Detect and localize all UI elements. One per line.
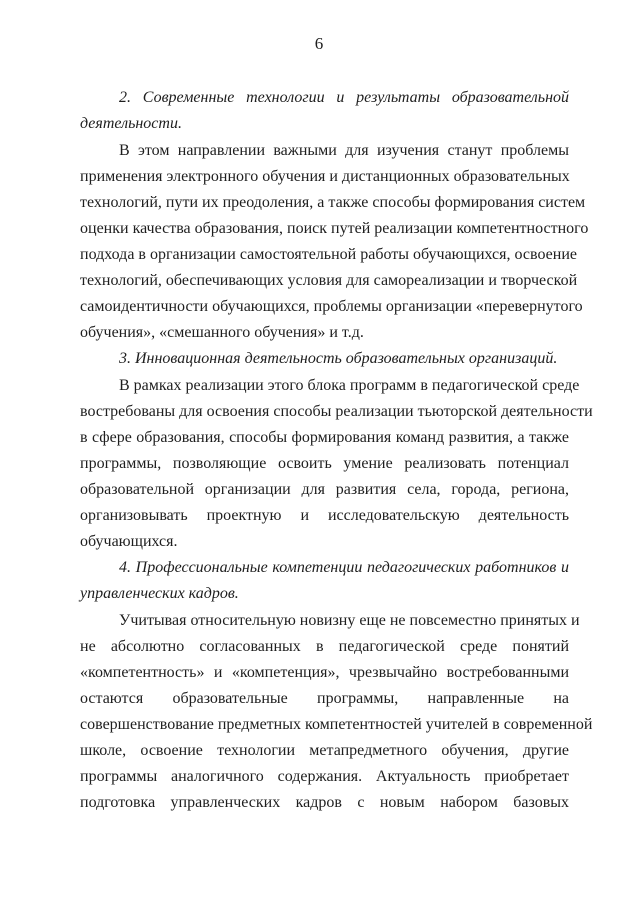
paragraph-1-line-1: В этом направлении важными для изучения станут проблемы: [119, 142, 569, 159]
heading-4-line-2: управленческих кадров.: [80, 585, 239, 602]
paragraph-1-line-5: подхода в организации самостоятельной работы обучающихся, освоение: [80, 246, 577, 263]
paragraph-3-line-5: совершенствование предметных компетентностей учителей в современной: [80, 716, 593, 733]
heading-2-line-1: 2. Современные технологии и результаты образовательной: [119, 89, 569, 106]
paragraph-2-line-4: программы, позволяющие освоить умение реализовать потенциал: [80, 455, 569, 472]
paragraph-3-line-2: не абсолютно согласованных в педагогической среде понятий: [80, 638, 569, 655]
page-number: 6: [314, 34, 324, 53]
paragraph-3-line-6: школе, освоение технологии метапредметного обучения, другие: [80, 742, 569, 759]
heading-2-line-2: деятельности.: [80, 115, 182, 132]
paragraph-1-line-2: применения электронного обучения и дистанционных образовательных: [80, 168, 570, 185]
heading-4-line-1: 4. Профессиональные компетенции педагогических работников и: [119, 559, 569, 576]
paragraph-2-line-1: В рамках реализации этого блока программ в педагогической среде: [119, 377, 580, 394]
paragraph-3-line-4: остаются образовательные программы, направленные на: [80, 690, 569, 707]
paragraph-2-line-3: в сфере образования, способы формирования команд развития, а также: [80, 429, 569, 446]
paragraph-2-line-5: образовательной организации для развития села, города, региона,: [80, 481, 569, 498]
paragraph-1-line-7: самоидентичности обучающихся, проблемы организации «перевернутого: [80, 298, 583, 315]
paragraph-3-line-1: Учитывая относительную новизну еще не повсеместно принятых и: [119, 612, 580, 629]
paragraph-2-line-6: организовывать проектную и исследовательскую деятельность: [80, 507, 569, 524]
paragraph-3-line-8: подготовка управленческих кадров с новым набором базовых: [80, 794, 569, 811]
paragraph-1-line-8: обучения», «смешанного обучения» и т.д.: [80, 324, 364, 341]
paragraph-1-line-4: оценки качества образования, поиск путей реализации компетентностного: [80, 220, 589, 237]
paragraph-1-line-6: технологий, обеспечивающих условия для самореализации и творческой: [80, 272, 578, 289]
paragraph-3-line-3: «компетентность» и «компетенция», чрезвычайно востребованными: [80, 664, 569, 681]
paragraph-2-line-7: обучающихся.: [80, 533, 178, 550]
heading-3: 3. Инновационная деятельность образовательных организаций.: [119, 350, 558, 367]
paragraph-1-line-3: технологий, пути их преодоления, а также способы формирования систем: [80, 194, 586, 211]
paragraph-2-line-2: востребованы для освоения способы реализации тьюторской деятельности: [80, 403, 593, 420]
paragraph-3-line-7: программы аналогичного содержания. Актуальность приобретает: [80, 768, 569, 785]
